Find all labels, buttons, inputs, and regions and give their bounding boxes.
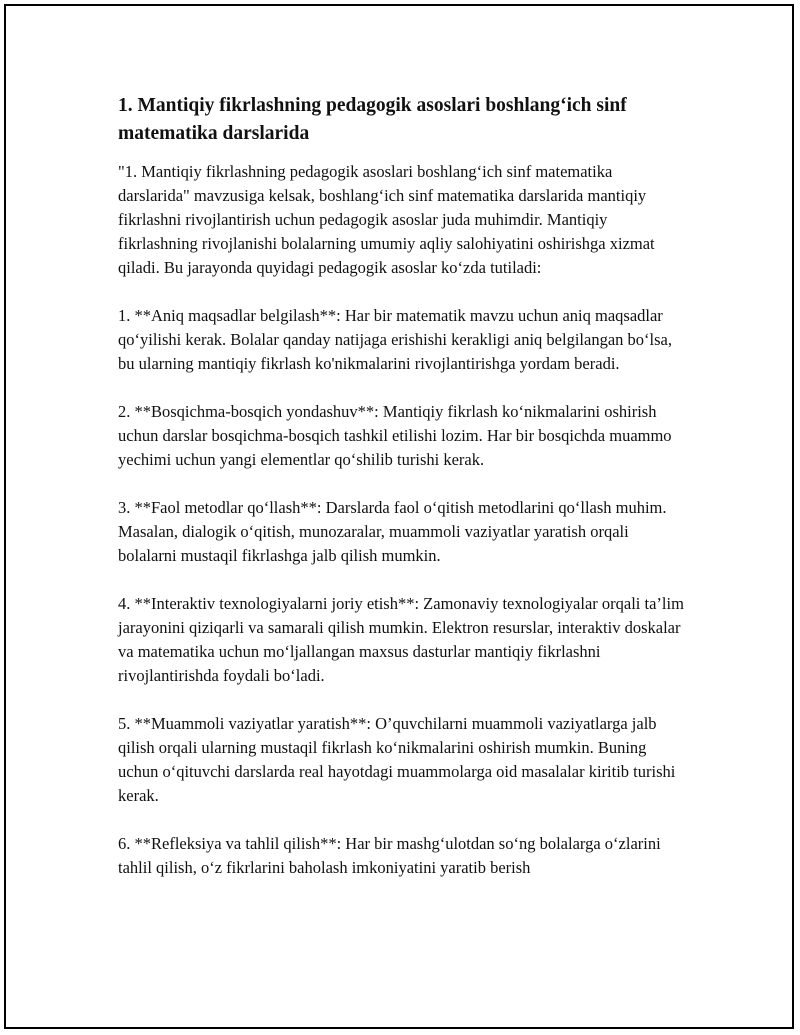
list-item-4: 4. **Interaktiv texnologiyalarni joriy etish**: Zamonaviy texnologiyalar orqali ta’lim jarayonini qiziqarli va samarali qilish mumkin. Elektron resurslar, interaktiv doskalar va matematika uchun mo‘ljallangan maxsus dasturlar mantiqiy fikrlashni rivojlantirishda foydali bo‘ladi. [118, 594, 684, 685]
list-item-3: 3. **Faol metodlar qo‘llash**: Darslarda faol o‘qitish metodlarini qo‘llash muhim. Masalan, dialogik o‘qitish, munozaralar, muammoli vaziyatlar yaratish orqali bolalarni mustaqil fikrlashga jalb qilish mumkin. [118, 498, 667, 565]
list-item-1: 1. **Aniq maqsadlar belgilash**: Har bir matematik mavzu uchun aniq maqsadlar qo‘yilishi kerak. Bolalar qanday natijaga erishishi kerakligi aniq belgilangan bo‘lsa, bu ularning mantiqiy fikrlash ko'nikmalarini rivojlantirishga yordam beradi. [118, 306, 672, 373]
intro-paragraph: "1. Mantiqiy fikrlashning pedagogik asoslari boshlang‘ich sinf matematika darslarida" mavzusiga kelsak, boshlang‘ich sinf matematika darslarida mantiqiy fikrlashni rivojlantirish uchun pedagogik asoslar juda muhimdir. Mantiqiy fikrlashning rivojlanishi bolalarning umumiy aqliy salohiyatini oshirishga xizmat qiladi. Bu jarayonda quyidagi pedagogik asoslar ko‘zda tutiladi: [118, 162, 655, 277]
list-item-6: 6. **Refleksiya va tahlil qilish**: Har bir mashg‘ulotdan so‘ng bolalarga o‘zlarini tahlil qilish, o‘z fikrlarini baholash imkoniyatini yaratib berish [118, 834, 661, 877]
document-body [118, 92, 688, 904]
document-title: 1. Mantiqiy fikrlashning pedagogik asoslari boshlang‘ich sinf matematika darslarida [118, 95, 627, 144]
list-item-5: 5. **Muammoli vaziyatlar yaratish**: O’quvchilarni muammoli vaziyatlarga jalb qilish orqali ularning mustaqil fikrlash ko‘nikmalarini oshirish mumkin. Buning uchun o‘qituvchi darslarda real hayotdagi muammolarga oid masalalar kiritib turishi kerak. [118, 714, 676, 805]
list-item-2: 2. **Bosqichma-bosqich yondashuv**: Mantiqiy fikrlash ko‘nikmalarini oshirish uchun darslar bosqichma-bosqich tashkil etilishi lozim. Har bir bosqichda muammo yechimi uchun yangi elementlar qo‘shilib turishi kerak. [118, 402, 672, 469]
